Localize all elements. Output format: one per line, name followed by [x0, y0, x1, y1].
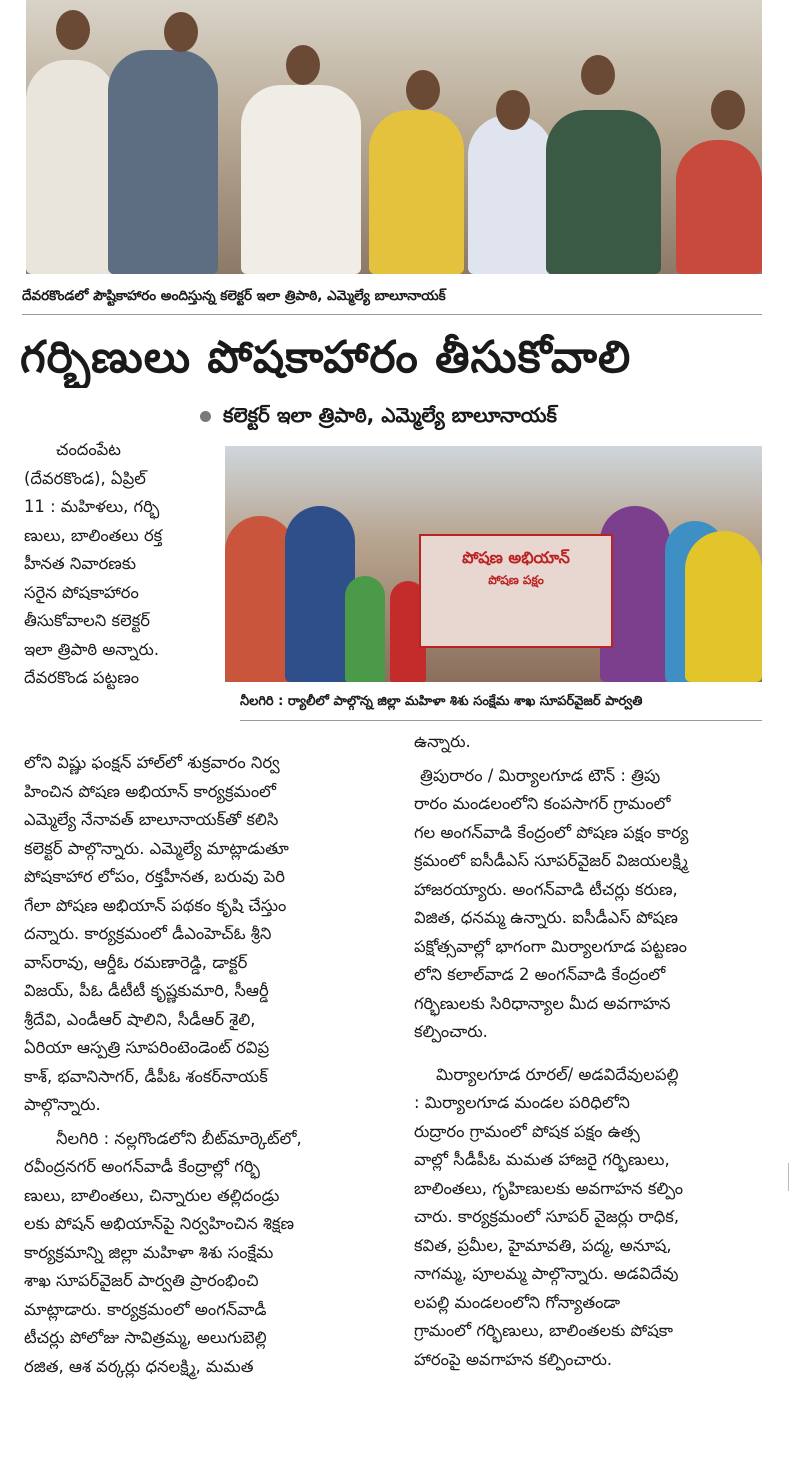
- text-line: ఉన్నారు.: [414, 732, 471, 751]
- col-left-body: [24, 749, 390, 1381]
- photo-head: [56, 10, 90, 50]
- text-line: రవీంద్రనగర్ అంగన్‌వాడీ కేంద్రాల్లో గర్భి: [24, 1157, 260, 1176]
- col-left-top: [24, 436, 220, 693]
- photo-head: [711, 90, 745, 130]
- col-right-body: [414, 728, 766, 1374]
- text-line: (దేవరకొండ), ఏప్రిల్: [24, 468, 146, 488]
- text-line: కాశ్, భవానిసాగర్, డీపీఓ శంకర్‌నాయక్: [24, 1066, 268, 1086]
- text-line: సరైన పోషకాహారం: [24, 582, 139, 602]
- text-line: లోని కలాల్‌వాడ 2 అంగన్‌వాడి కేంద్రంలో: [414, 965, 666, 984]
- photo-figure: [676, 140, 762, 274]
- text-line: ణులు, బాలింతలు, చిన్నారుల తల్లిదండ్రు: [24, 1185, 280, 1205]
- text-line: ఏరియా ఆస్పత్రి సూపరింటెండెంట్ రవిప్ర: [24, 1038, 270, 1057]
- text-line: ఇలా త్రిపాఠి అన్నారు.: [24, 639, 160, 659]
- text-line: లోని విష్ణు ఫంక్షన్ హాల్‌లో శుక్రవారం నిర్వ: [24, 753, 280, 772]
- text-line: పోషకాహార లోపం, రక్తహీనత, బరువు పెరి: [24, 867, 286, 886]
- caption-divider: [22, 314, 762, 315]
- text-line: మాట్లాడారు. కార్యక్రమంలో అంగన్‌వాడీ: [24, 1299, 267, 1319]
- text-line: కవిత, ప్రమీల, హైమావతి, పద్మ, అనూష,: [414, 1235, 672, 1255]
- text-line: హారంపై అవగాహన కల్పించారు.: [414, 1349, 613, 1369]
- text-line: శ్రీదేవి, ఎండీఆర్ షాలిని, సీడీఆర్ శైలి,: [24, 1009, 256, 1029]
- photo-figure: [345, 576, 385, 682]
- text-line: గ్రామంలో గర్భిణులు, బాలింతలకు పోషకా: [414, 1321, 673, 1340]
- text-line: లకు పోషన్ అభియాన్‌పై నిర్వహించిన శిక్షణ: [24, 1214, 295, 1233]
- photo-figure: [685, 531, 762, 682]
- text-line: దన్నారు. కార్యక్రమంలో డీఎంహెచ్ఓ శ్రీని: [24, 924, 272, 943]
- text-line: క్రమంలో ఐసీడీఎస్ సూపర్‌వైజర్ విజయలక్ష్మి: [414, 851, 688, 870]
- text-line: చందంపేట: [56, 440, 121, 459]
- article-subhead: [200, 400, 780, 430]
- photo-figure: [468, 115, 553, 274]
- rally-banner: [419, 534, 613, 648]
- text-line: చారు. కార్యక్రమంలో సూపర్ వైజర్లు రాధిక,: [414, 1207, 680, 1226]
- article-headline: గర్భిణులు పోషకాహారం తీసుకోవాలి: [20, 332, 632, 383]
- photo-head: [164, 12, 198, 52]
- text-line: హాజరయ్యారు. అంగన్‌వాడి టీచర్లు కరుణ,: [414, 879, 678, 899]
- photo-head: [406, 70, 440, 110]
- text-line: త్రిపురారం / మిర్యాలగూడ టౌన్ : త్రిపు: [420, 765, 661, 785]
- top-photo: [26, 0, 762, 274]
- subhead-text: కలెక్టర్ ఇలా త్రిపాఠి, ఎమ్మెల్యే బాలూనాయక్: [223, 403, 557, 427]
- text-line: వాల్లో సీడీపీఓ మమత హాజరై గర్భిణులు,: [414, 1150, 670, 1169]
- photo-figure: [26, 60, 116, 274]
- text-line: రారం మండలంలోని కంపసాగర్ గ్రామంలో: [414, 794, 671, 813]
- text-line: పక్షోత్సవాల్లో భాగంగా మిర్యాలగూడ పట్టణం: [414, 936, 687, 956]
- photo-figure: [369, 110, 464, 274]
- text-line: విజయ్, పీఓ డీటీటీ కృష్ణకుమారి, సీఆర్డీ: [24, 981, 269, 1000]
- page-edge-mark: [788, 1163, 789, 1191]
- photo-figure: [108, 50, 218, 274]
- text-line: కల్పించారు.: [414, 1022, 488, 1041]
- text-line: మిర్యాలగూడ రూరల్/ అడవిదేవులపల్లి: [436, 1064, 679, 1084]
- photo-figure: [241, 85, 361, 274]
- top-photo-caption: దేవరకొండలో పౌష్టికాహారం అందిస్తున్న కలెక్టర్ ఇలా త్రిపాఠి, ఎమ్మెల్యే బాలూనాయక్: [22, 288, 446, 304]
- rally-photo-caption: నీలగిరి : ర్యాలీలో పాల్గొన్న జిల్లా మహిళా శిశు సంక్షేమ శాఖ సూపర్‌వైజర్ పార్వతి: [240, 694, 643, 709]
- text-line: కలెక్టర్ పాల్గొన్నారు. ఎమ్మెల్యే మాట్లాడుతూ: [24, 838, 289, 858]
- text-line: కార్యక్రమాన్ని జిల్లా మహిళా శిశు సంక్షేమ: [24, 1242, 274, 1262]
- text-line: దేవరకొండ పట్టణం: [24, 668, 140, 687]
- banner-title: పోషణ అభియాన్: [462, 548, 570, 567]
- bullet-icon: [200, 411, 211, 422]
- text-line: ఎమ్మెల్యే నేనావత్ బాలూనాయక్‌తో కలిసి: [24, 810, 279, 829]
- text-line: టీచర్లు పోలోజు సావిత్రమ్మ, అలుగుబెల్లి: [24, 1328, 267, 1347]
- text-line: : మిర్యాలగూడ మండల పరిధిలోని: [414, 1093, 630, 1112]
- text-line: లపల్లి మండలంలోని గోన్యాతండా: [414, 1292, 621, 1312]
- photo-head: [581, 55, 615, 95]
- text-line: బాలింతలు, గృహిణులకు అవగాహన కల్పిం: [414, 1178, 684, 1198]
- banner-subtitle: పోషణ పక్షం: [488, 573, 544, 587]
- text-line: తీసుకోవాలని కలెక్టర్: [24, 611, 150, 630]
- text-line: పాల్గొన్నారు.: [24, 1095, 101, 1114]
- text-line: గేలా పోషణ అభియాన్ పథకం కృషి చేస్తుం: [24, 895, 287, 915]
- text-line: హించిన పోషణ అభియాన్ కార్యక్రమంలో: [24, 781, 277, 801]
- text-line: శాఖ సూపర్‌వైజర్ పార్వతి ప్రారంభించి: [24, 1271, 259, 1290]
- text-line: నీలగిరి : నల్లగొండలోని బీట్‌మార్కెట్‌లో,: [56, 1128, 302, 1148]
- text-line: గల అంగన్‌వాడి కేంద్రంలో పోషణ పక్షం కార్య: [414, 822, 689, 842]
- caption-divider: [240, 720, 762, 721]
- rally-photo: [225, 446, 762, 682]
- text-line: ణులు, బాలింతలు రక్త: [24, 525, 163, 545]
- text-line: రుద్రారం గ్రామంలో పోషక పక్షం ఉత్స: [414, 1121, 640, 1141]
- text-line: రజిత, ఆశ వర్కర్లు ధనలక్ష్మి, మమత: [24, 1356, 254, 1376]
- text-line: నాగమ్మ, పూలమ్మ పాల్గొన్నారు. అడవిదేవు: [414, 1264, 679, 1283]
- text-line: హీనత నివారణకు: [24, 554, 137, 573]
- photo-head: [286, 45, 320, 85]
- text-line: గర్భిణులకు సిరిధాన్యాల మీద అవగాహన: [414, 993, 671, 1013]
- photo-figure: [546, 110, 661, 274]
- text-line: 11 : మహిళలు, గర్భి: [24, 497, 160, 516]
- photo-head: [496, 90, 530, 130]
- text-line: విజిత, ధనమ్మ ఉన్నారు. ఐసీడీఎస్ పోషణ: [414, 908, 678, 927]
- text-line: వాస్‌రావు, ఆర్డీఓ రమణారెడ్డి, డాక్టర్: [24, 952, 248, 972]
